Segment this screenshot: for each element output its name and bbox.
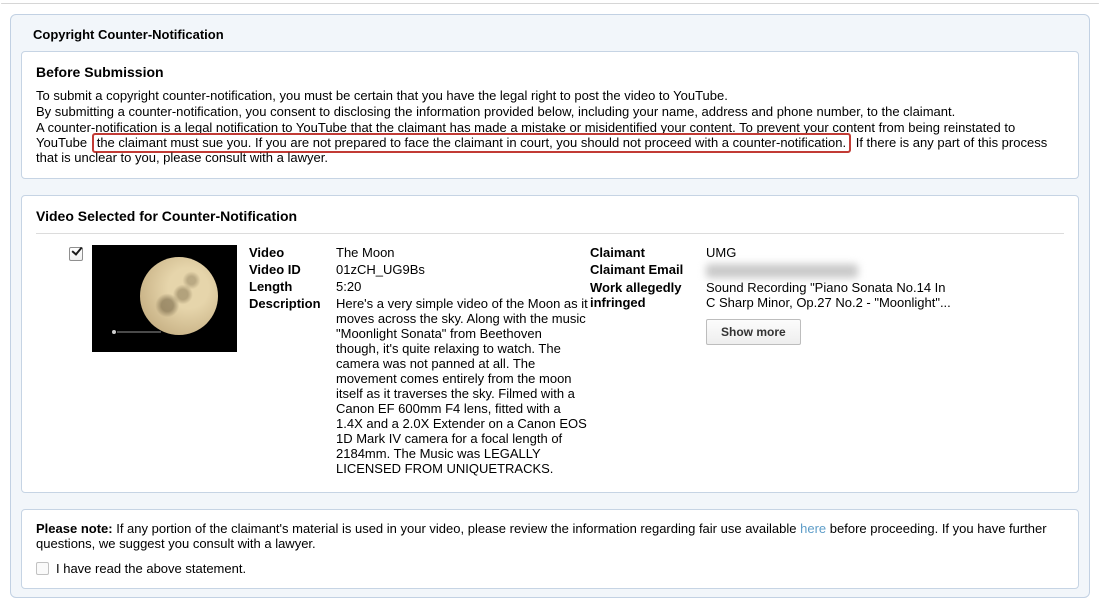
before-submission-paragraph-1: To submit a copyright counter-notification, you must be certain that you have the legal right to post the video to YouTube. [36, 88, 728, 103]
paragraph-3-trailing-text: If there is any part of this process that is unclear to you, please consult with a lawyer. [36, 135, 1048, 165]
video-label: Video [249, 245, 285, 260]
before-submission-panel [21, 51, 1079, 179]
video-id-label: Video ID [249, 262, 301, 277]
video-row [36, 234, 1064, 480]
before-submission-paragraph-2: By submitting a counter-notification, you consent to disclosing the information provided below, including your name, address and phone number, to the claimant. [36, 104, 956, 119]
fair-use-here-link[interactable]: here [800, 521, 827, 536]
thumbnail-watermark-dot [112, 330, 116, 334]
before-submission-heading: Before Submission [36, 64, 164, 80]
red-highlight-annotation: the claimant must sue you. If you are not prepared to face the claimant in court, you should not proceed with a counter-notification. [92, 133, 851, 153]
acknowledgement-checkbox[interactable] [36, 562, 49, 575]
note-text-after-link: before proceeding. If you have further questions, we suggest you consult with a lawyer. [36, 521, 1047, 551]
claimant-label: Claimant [590, 245, 645, 260]
video-id-value: 01zCH_UG9Bs [336, 262, 425, 277]
top-divider-line [1, 3, 1099, 4]
please-note-panel [21, 509, 1079, 589]
description-label: Description [249, 296, 321, 311]
description-value: Here's a very simple video of the Moon as it moves across the sky. Along with the music "Moonlight Sonata" from Beethoven though, it's quite relaxing to watch. The camera was not panned at all. The movement comes entirely from the moon itself as it traverses the sky. Filmed with a Canon EF 600mm F4 lens, fitted with a 1.4X and a 2.0X Extender on a Canon EOS 1D Mark IV camera for a focal length of 2184mm. The Music was LEGALLY LICENSED FROM UNIQUETRACKS. [336, 296, 588, 476]
checkmark-icon [71, 244, 82, 256]
length-label: Length [249, 279, 293, 294]
length-value: 5:20 [336, 279, 362, 294]
redacted-email-blur [706, 264, 858, 278]
please-note-prefix: Please note: [36, 521, 113, 536]
copyright-counter-notification-container [10, 14, 1090, 598]
claimant-email-label: Claimant Email [590, 262, 684, 277]
claimant-details-table [590, 245, 954, 345]
video-selected-heading: Video Selected for Counter-Notification [36, 208, 298, 224]
moon-image [140, 257, 218, 335]
acknowledgement-label: I have read the above statement. [56, 561, 247, 576]
work-allegedly-infringed-value [706, 280, 954, 345]
video-details-table [249, 245, 588, 476]
video-selected-panel [21, 195, 1079, 493]
please-note-text [36, 521, 1064, 551]
thumbnail-watermark-line [117, 331, 161, 333]
page-title: Copyright Counter-Notification [33, 27, 224, 42]
moon-video-thumbnail [92, 245, 237, 352]
claimant-email-value [706, 262, 954, 278]
work-allegedly-infringed-label: Work allegedly infringed [590, 280, 682, 310]
claimant-value: UMG [706, 245, 737, 260]
paragraph-3-lead-text: A counter-notification is a legal notification to YouTube that the claimant has made a mistake or misidentified your content. To prevent your content from being reinstated to YouTube [36, 120, 1016, 150]
work-infringed-text: Sound Recording "Piano Sonata No.14 In C Sharp Minor, Op.27 No.2 - "Moonlight"... [706, 280, 951, 310]
video-select-checkbox[interactable] [69, 247, 83, 261]
note-text-before-link: If any portion of the claimant's material is used in your video, please review the information regarding fair use available [116, 521, 797, 536]
video-title-value: The Moon [336, 245, 395, 260]
show-more-button[interactable]: Show more [706, 319, 801, 345]
acknowledgement-row [36, 561, 1064, 576]
before-submission-paragraph-3 [36, 120, 1064, 165]
